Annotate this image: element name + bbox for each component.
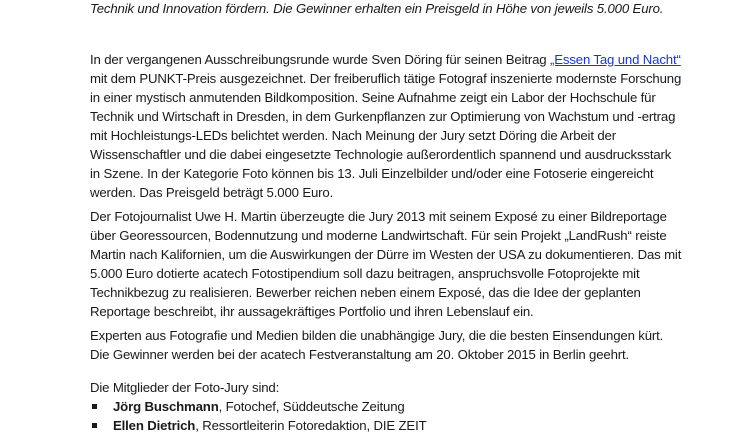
- jury-member-role: , Fotochef, Süddeutsche Zeitung: [218, 399, 405, 414]
- intro-text: Technik und Innovation fördern. Die Gewinner erhalten ein Preisgeld in Höhe von jeweils 5.000 Euro.: [90, 1, 664, 16]
- jury-heading: [90, 378, 690, 397]
- paragraph-line: [90, 50, 690, 69]
- paragraph-line: in einer mystisch anmutenden Bildkomposition. Seine Aufnahme zeigt ein Labor der Hochschule für: [90, 90, 656, 105]
- paragraph-photo-prize: [90, 50, 690, 202]
- paragraph-line: werden. Das Preisgeld beträgt 5.000 Euro.: [90, 185, 334, 200]
- paragraph-line: Reportage beschreibt, ihr aussagekräftiges Portfolio und ihren Lebenslauf ein.: [90, 304, 534, 319]
- jury-member-name: Jörg Buschmann: [113, 399, 219, 414]
- paragraph-photo-scholarship: [90, 207, 690, 321]
- jury-member-name: Ellen Dietrich: [113, 418, 196, 433]
- paragraph-line: Die Gewinner werden bei der acatech Festveranstaltung am 20. Oktober 2015 in Berlin geehrt.: [90, 347, 630, 362]
- jury-heading-text: Die Mitglieder der Foto-Jury sind:: [90, 380, 280, 395]
- paragraph-line: 5.000 Euro dotierte acatech Fotostipendium soll dazu beitragen, anspruchsvolle Fotoprojekte mit: [90, 266, 640, 281]
- paragraph-line: Technik und Wirtschaft in Dresden, in dem Gurkenpflanzen zur Optimierung von Wachstum und -ertrag: [90, 109, 676, 124]
- jury-member-role: , Ressortleiterin Fotoredaktion, DIE ZEIT: [195, 418, 427, 433]
- paragraph-line: Technikbezug zu realisieren. Bewerber reichen neben einem Exposé, das die Idee der geplanten: [90, 285, 641, 300]
- paragraph-line: mit dem PUNKT-Preis ausgezeichnet. Der freiberuflich tätige Fotograf inszenierte modernste Forschung: [90, 71, 682, 86]
- paragraph-line-text: In der vergangenen Ausschreibungsrunde wurde Sven Döring für seinen Beitrag: [90, 52, 550, 67]
- intro-line: [90, 0, 690, 18]
- paragraph-line: Der Fotojournalist Uwe H. Martin überzeugte die Jury 2013 mit seinem Exposé zu einer Bildreportage: [90, 209, 667, 224]
- square-bullet-icon: [92, 404, 97, 409]
- paragraph-line: Martin nach Kalifornien, um die Auswirkungen der Dürre im Westen der USA zu dokumentieren. Das mit: [90, 247, 682, 262]
- jury-member-list: [90, 397, 690, 435]
- jury-member-item: [90, 397, 690, 416]
- paragraph-line: Wissenschaftler und die dabei eingesetzte Technologie außerordentlich spannend und ausdrucksstark: [90, 147, 672, 162]
- paragraph-line: Experten aus Fotografie und Medien bilden die unabhängige Jury, die die besten Einsendungen kürt.: [90, 328, 664, 343]
- square-bullet-icon: [92, 423, 97, 428]
- paragraph-line: mit Hochleistungs-LEDs belichtet werden. Nach Meinung der Jury setzt Döring die Arbeit der: [90, 128, 616, 143]
- jury-member-item: [90, 416, 690, 435]
- paragraph-jury-ceremony: [90, 326, 690, 364]
- paragraph-line: in Szene. In der Kategorie Foto können bis 13. Juli Einzelbilder und/oder eine Fotoserie eingereicht: [90, 166, 654, 181]
- paragraph-line: über Georessourcen, Bodennutzung und moderne Landwirtschaft. Für sein Projekt „LandRush“ reiste: [90, 228, 667, 243]
- essen-tag-und-nacht-link[interactable]: „Essen Tag und Nacht“: [549, 52, 681, 67]
